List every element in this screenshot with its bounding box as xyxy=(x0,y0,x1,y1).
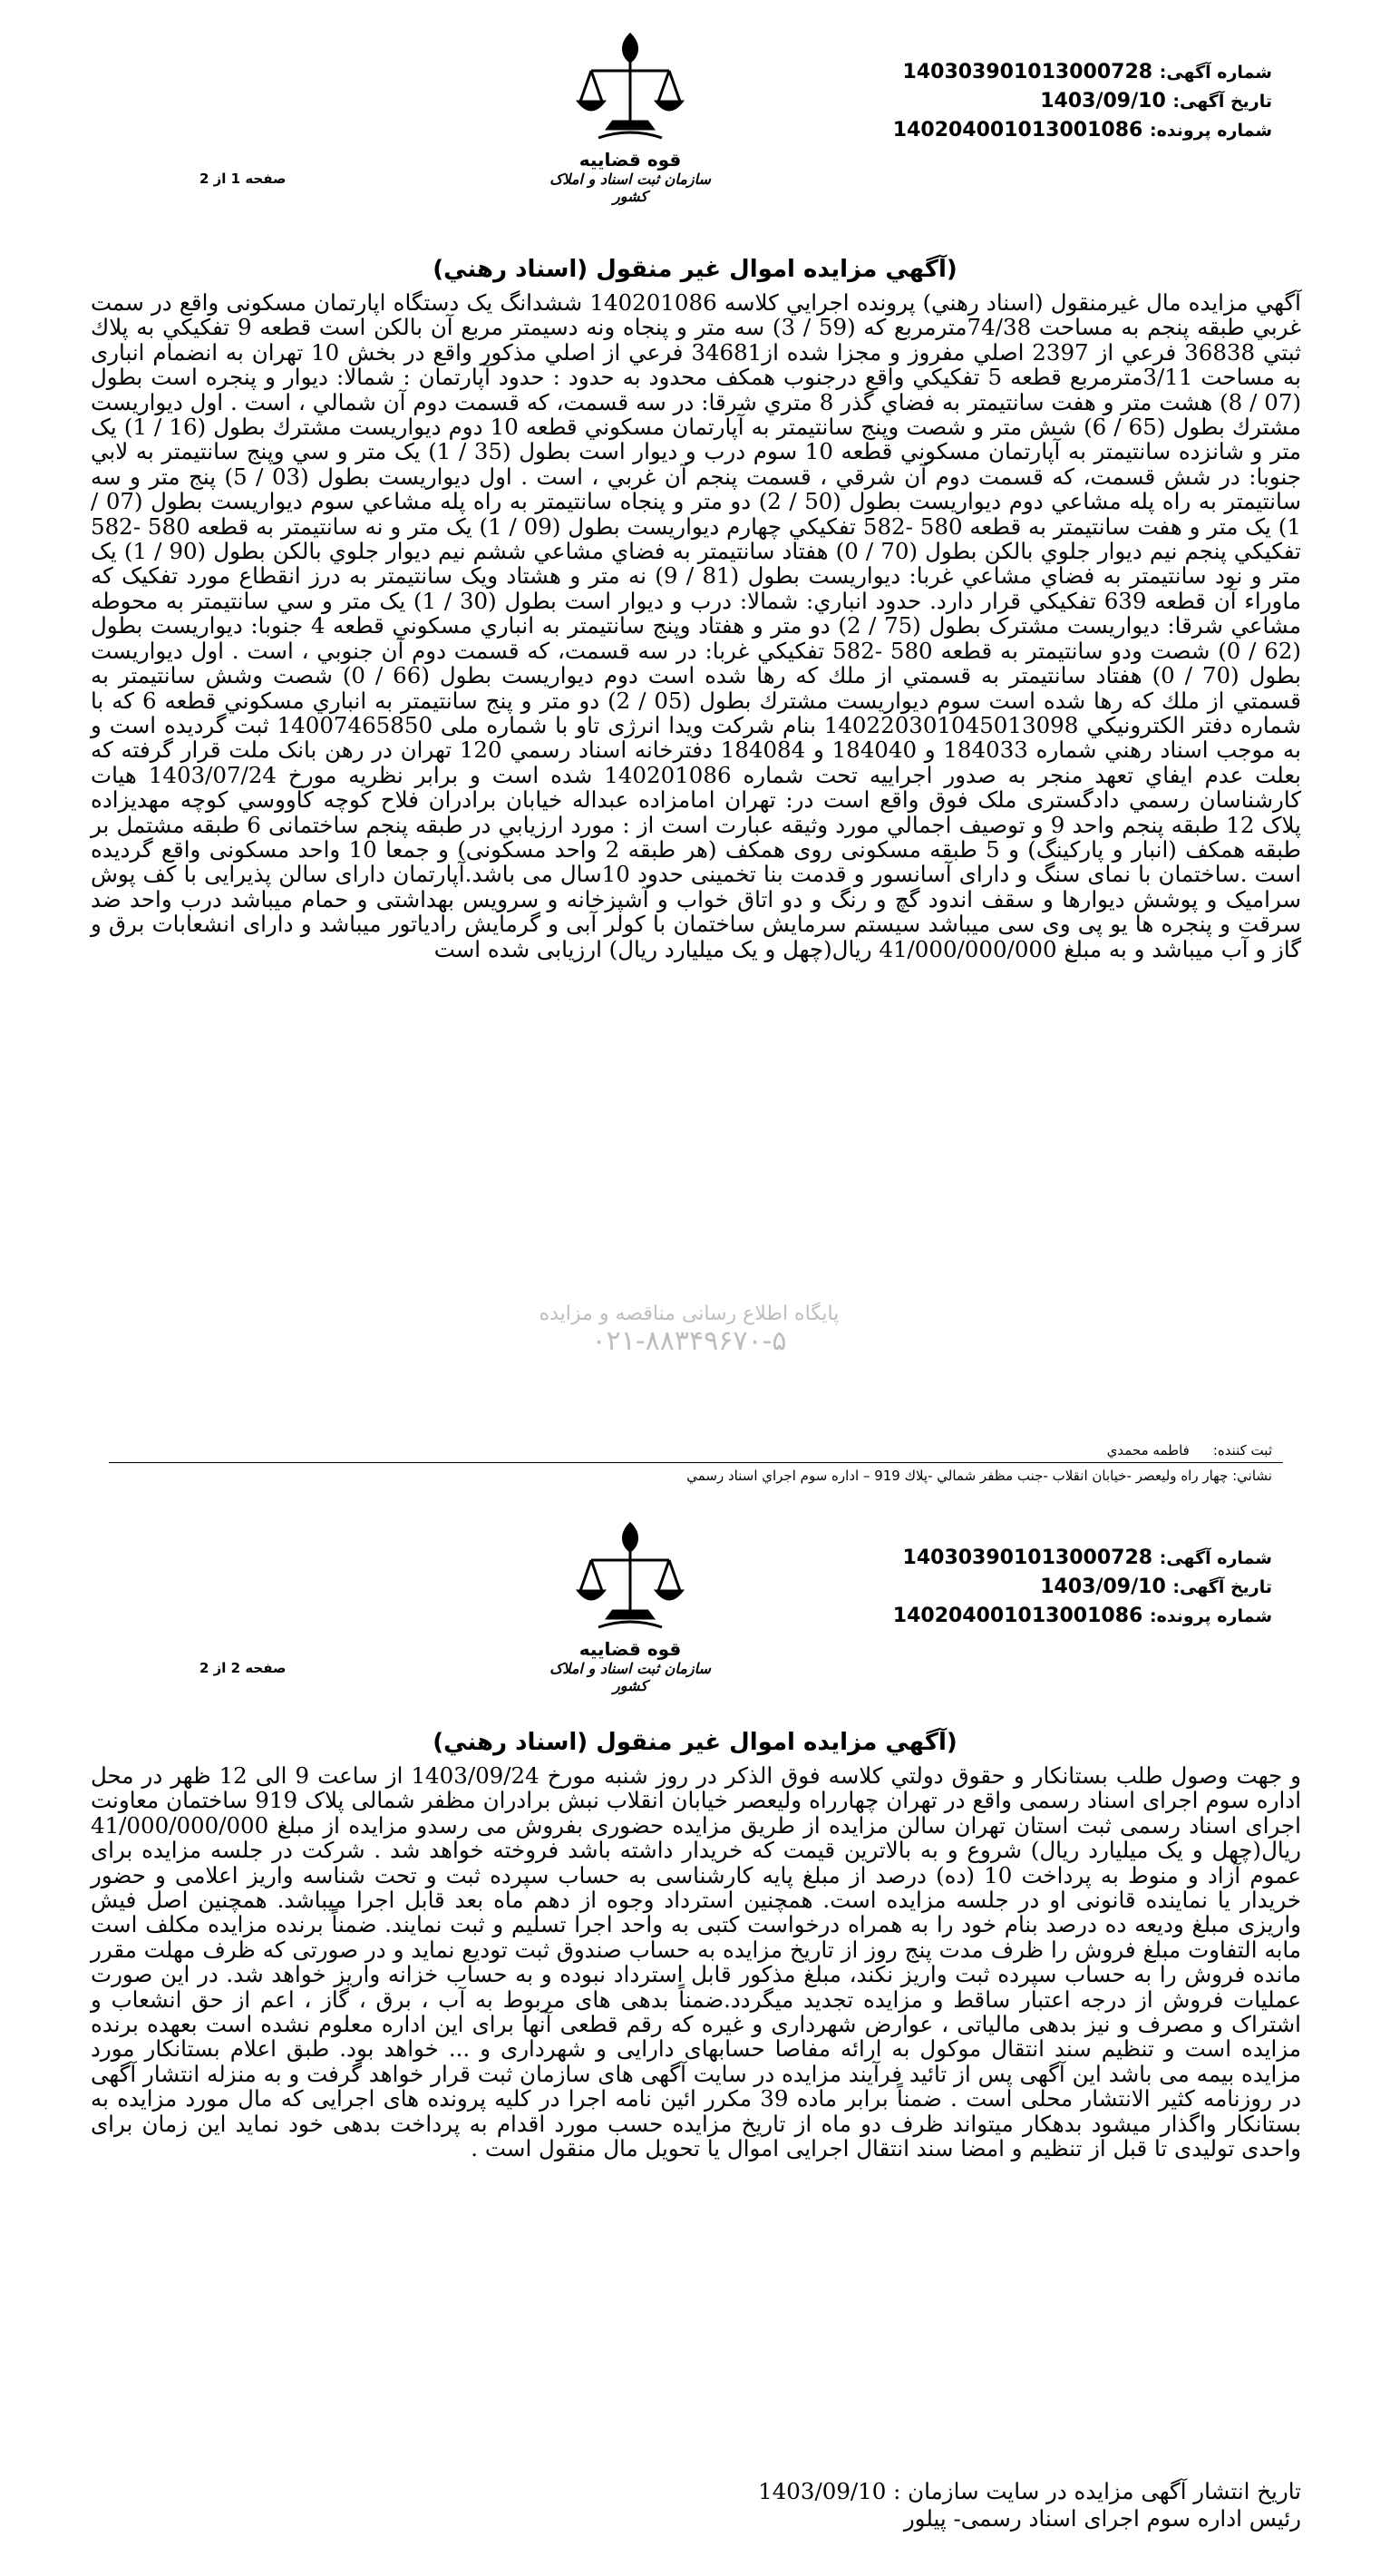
case-number: 140204001013001086 xyxy=(892,119,1143,141)
divider xyxy=(109,1462,1283,1463)
judiciary-logo xyxy=(544,27,716,205)
watermark-phone: ۰۲۱-۸۸۳۴۹۶۷۰-۵ xyxy=(591,1325,787,1357)
page-number: صفحه 2 از 2 xyxy=(199,1660,287,1676)
ad-number: 140303901013000728 xyxy=(902,61,1153,83)
ad-number: 140303901013000728 xyxy=(902,1547,1153,1569)
publish-date-label: تاريخ انتشار آگهی مزايده در سايت سازمان : xyxy=(893,2478,1301,2504)
signatory: رئيس اداره سوم اجرای اسناد رسمی- پيلور xyxy=(903,2505,1301,2532)
ad-date: 1403/09/10 xyxy=(1040,1576,1166,1598)
announcement-title: (آگهي مزايده اموال غير منقول (اسناد رهني) xyxy=(433,1729,957,1756)
judiciary-scales-emblem-icon xyxy=(571,27,689,145)
logo-caption-judiciary: قوه قضاییه xyxy=(578,1638,682,1660)
case-number-label: شماره پرونده: xyxy=(1149,1606,1272,1626)
case-number-label: شماره پرونده: xyxy=(1149,121,1272,141)
ad-number-label: شماره آگهی: xyxy=(1159,1548,1272,1568)
ad-number-row xyxy=(893,58,1272,87)
case-number-row xyxy=(893,116,1272,145)
office-address: نشاني: چهار راه وليعصر -خيابان انقلاب -جنب مظفر شمالي -پلاك 919 – اداره سوم اجراي اسناد رسمي xyxy=(686,1468,1272,1484)
logo-caption-organization: سازمان ثبت اسناد و املاک کشور xyxy=(549,171,711,205)
judiciary-logo xyxy=(544,1517,716,1694)
publish-date: 1403/09/10 xyxy=(758,2478,887,2504)
ad-meta xyxy=(893,58,1272,145)
logo-caption-organization: سازمان ثبت اسناد و املاک کشور xyxy=(549,1660,711,1694)
ad-date-label: تاریخ آگهی: xyxy=(1172,92,1272,112)
registrar-name: فاطمه محمدي xyxy=(1106,1442,1190,1459)
ad-date-label: تاریخ آگهی: xyxy=(1172,1577,1272,1597)
watermark xyxy=(471,1303,907,1357)
announcement-footer xyxy=(758,2478,1301,2532)
announcement-page-2 xyxy=(0,1506,1390,2576)
ad-date-row xyxy=(893,87,1272,116)
body-paragraph: و جهت وصول طلب بستانكار و حقوق دولتي كلاسه فوق الذكر در روز شنبه مورخ 1403/09/24 از ساعت 9 الی 12 ظهر در محل اداره سوم اجرای اسناد رسمی واقع در تهران چهارراه وليعصر خيابان انقلاب نبش برادران مظفر شمالی پلاک 919 ساختمان معاونت اجرای اسناد رسمی ثبت استان تهران سالن مزايده از طريق مزايده حضوری بفروش می رسدو مزايده از مبلغ 41/000/000/000 ريال(چهل و يک ميليارد ريال) شروع و به بالاترين قيمت كه خريدار داشته باشد فروخته خواهد شد . شركت در جلسه مزايده برای عموم آزاد و منوط به پرداخت 10 (ده) درصد از مبلغ پايه كارشناسی به حساب سپرده ثبت و تحت شناسه واريز اعلامی و حضور خريدار يا نماينده قانونی او در جلسه مزايده است. همچنين استرداد وجوه از دهم ماه بعد قابل اجرا ميباشد. همچنين اصل فيش واريزی مبلغ وديعه ده درصد بنام خود را به همراه درخواست كتبی به واحد اجرا تسليم و ثبت نمايند. ضمناً برنده مزايده مكلف است مابه التفاوت مبلغ فروش را ظرف مدت پنج روز از تاريخ مزايده به حساب صندوق ثبت توديع نمايد و در صورتی كه ظرف مهلت مقرر مانده فروش را به حساب سپرده ثبت واريز نكند، مبلغ مذكور قابل استرداد نبوده و به حساب خزانه واريز خواهد شد. در اين صورت عمليات فروش از درجه اعتبار ساقط و مزايده تجديد ميگردد.ضمناً بدهی های مربوط به آب ، برق ، گاز ، اعم از حق انشعاب و اشتراک و مصرف و نيز بدهی مالياتی ، عوارض شهرداری و غيره كه رقم قطعی آنها برای اين اداره معلوم نشده است بعهده برنده مزايده است و تنظيم سند انتقال موكول به ارائه مفاصا حسابهای دارايی و شهرداری و ... خواهد بود. طبق اعلام بستانكار مورد مزايده بيمه می باشد اين آگهی پس از تائيد فرآيند مزايده در سايت آگهی های سازمان ثبت قرار خواهد گرفت و به منزله انتشار آگهی در روزنامه كثير الانتشار محلی است . ضمناً برابر ماده 39 مكرر ائين نامه اجرا در كليه پرونده های اجرايی كه مال مورد مزايده به بستانكار واگذار ميشود بدهكار ميتواند ظرف دو ماه از تاريخ مزايده حسب مورد اقدام به پرداخت بدهی خود نمايد اين زمان برای واحدی توليدی تا قبل از تنظيم و امضا سند انتقال اجرايی اموال يا تحويل مال منقول است . xyxy=(91,1762,1302,2162)
announcement-title: (آگهي مزايده اموال غير منقول (اسناد رهني) xyxy=(433,256,957,283)
ad-date-row xyxy=(893,1573,1272,1602)
body-paragraph: آگهي مزايده مال غيرمنقول (اسناد رهني) پرونده اجرايي كلاسه 140201086 ششدانگ يک دستگاه اپارتمان مسکونی واقع در سمت غربي طبقه پنجم به مساحت 74/38مترمربع كه (59 / 3) سه متر و پنجاه ونه دسيمتر مربع آن بالكن است قطعه 9 تفكيكي به پلاك ثبتي 36838 فرعي از 2397 اصلي مفروز و مجزا شده از34681 فرعي از اصلي مذكور واقع در بخش 10 تهران به انضمام انباری به مساحت 3/11مترمربع قطعه 5 تفكيكي واقع درجنوب همكف محدود به حدود : حدود آپارتمان : شمالا: ديوار و پنجره است بطول (07 / 8) هشت متر و هفت سانتيمتر به فضاي گذر 8 متري شرقا: در سه قسمت، كه قسمت دوم آن شمالي ، است . اول ديواريست مشترك بطول (65 / 6) شش متر و شصت وپنج سانتيمتر به آپارتمان مسكوني قطعه 10 دوم ديواريست مشترك بطول (16 / 1) يک متر و شانزده سانتيمتر به آپارتمان مسكوني قطعه 10 سوم درب و ديوار است بطول (35 / 1) يک متر و سي وپنج سانتيمتر به لابي جنوبا: در شش قسمت، كه قسمت دوم آن شرقي ، قسمت پنجم آن غربي ، است . اول ديواريست بطول (03 / 5) پنج متر و سه سانتيمتر به راه پله مشاعي دوم ديواريست بطول (50 / 2) دو متر و پنجاه سانتيمتر به راه پله مشاعي سوم ديواريست بطول (07 / 1) يک متر و هفت سانتيمتر به قطعه 580 -582 تفكيكي چهارم ديواريست بطول (09 / 1) يک متر و نه سانتيمتر به قطعه 580 -582 تفكيكي پنجم نيم ديوار جلوي بالكن بطول (70 / 0) هفتاد سانتيمتر به فضاي مشاعي ششم نيم ديوار جلوي بالكن بطول (90 / 1) يک متر و نود سانتيمتر به فضاي مشاعي غربا: ديواريست بطول (81 / 9) نه متر و هشتاد ويک سانتيمتر به درز انقطاع مورد تفكيک كه ماوراء آن قطعه 639 تفكيكي قرار دارد. حدود انباري: شمالا: درب و ديوار است بطول (30 / 1) يک متر و سي سانتيمتر به محوطه مشاعي شرقا: ديواريست مشترک بطول (75 / 2) دو متر و هفتاد وپنج سانتيمتر به انباري مسكوني قطعه 4 جنوبا: ديواريست بطول (62 / 0) شصت ودو سانتيمتر به قطعه 580 -582 تفكيكي غربا: در سه قسمت، كه قسمت دوم آن جنوبي ، است . اول ديواريست بطول (70 / 0) هفتاد سانتيمتر به قسمتي از ملك كه رها شده است دوم ديواريست بطول (66 / 0) شصت وشش سانتيمتر به قسمتي از ملك كه رها شده است سوم ديواريست مشترك بطول (05 / 2) دو متر و پنج سانتيمتر به انباري مسكوني قطعه 6 كه با شماره دفتر الكترونيكي 140220301045013098 بنام شركت ويدا انرژی تاو با شماره ملی 14007465850 ثبت گرديده است و به موجب اسناد رهني شماره 184033 و 184040 و 184084 دفترخانه اسناد رسمي 120 تهران در رهن بانک ملت قرار گرفته كه بعلت عدم ايفاي تعهد منجر به صدور اجراييه تحت شماره 140201086 شده است و برابر نظريه مورخ 1403/07/24 هيات كارشناسان رسمي دادگستری ملک فوق واقع است در: تهران امامزاده عبداله خيابان برادران فلاح كوچه كاووسي كوچه مهديزاده پلاک 12 طبقه پنجم واحد 9 و توصيف اجمالي مورد وثيقه عبارت است از : مورد ارزيابي در طبقه پنجم ساختمانی 6 طبقه مشتمل بر طبقه همكف (انبار و پاركينگ) و 5 طبقه مسكونی روی همكف (هر طبقه 2 واحد مسكونی) و جمعا 10 واحد مسكونی واقع گرديده است .ساختمان با نمای سنگ و دارای آسانسور و قدمت بنا تخمينی حدود 10سال می باشد.آپارتمان دارای سالن پذيرايی با كف پوش سراميک و پوشش ديوارها و سقف اندود گچ و رنگ و دو اتاق خواب و آشپزخانه و سرويس بهداشتی و حمام ميباشد درب واحد ضد سرقت و پنجره ها يو پی وی سی ميباشد سيستم سرمايش ساختمان با كولر آبی و گرمايش رادياتور ميباشد و دارای انشعابات برق و گاز و آب ميباشد و به مبلغ 41/000/000/000 ريال(چهل و يک ميليارد ريال) ارزيابی شده است xyxy=(91,289,1302,962)
ad-number-label: شماره آگهی: xyxy=(1159,63,1272,83)
logo-caption-judiciary: قوه قضاییه xyxy=(578,149,682,171)
case-number: 140204001013001086 xyxy=(892,1605,1143,1627)
case-number-row xyxy=(893,1602,1272,1631)
judiciary-scales-emblem-icon xyxy=(571,1517,689,1634)
announcement-body xyxy=(91,1763,1301,2161)
ad-date: 1403/09/10 xyxy=(1040,90,1166,112)
publish-date-row xyxy=(758,2478,1301,2505)
page-number: صفحه 1 از 2 xyxy=(199,171,287,187)
ad-number-row xyxy=(893,1544,1272,1573)
registrar xyxy=(1107,1442,1272,1459)
ad-meta xyxy=(893,1544,1272,1631)
announcement-body xyxy=(91,290,1301,961)
watermark-text: پایگاه اطلاع رسانی مناقصه و مزایده xyxy=(539,1303,840,1325)
registrar-label: ثبت كننده: xyxy=(1212,1442,1272,1459)
